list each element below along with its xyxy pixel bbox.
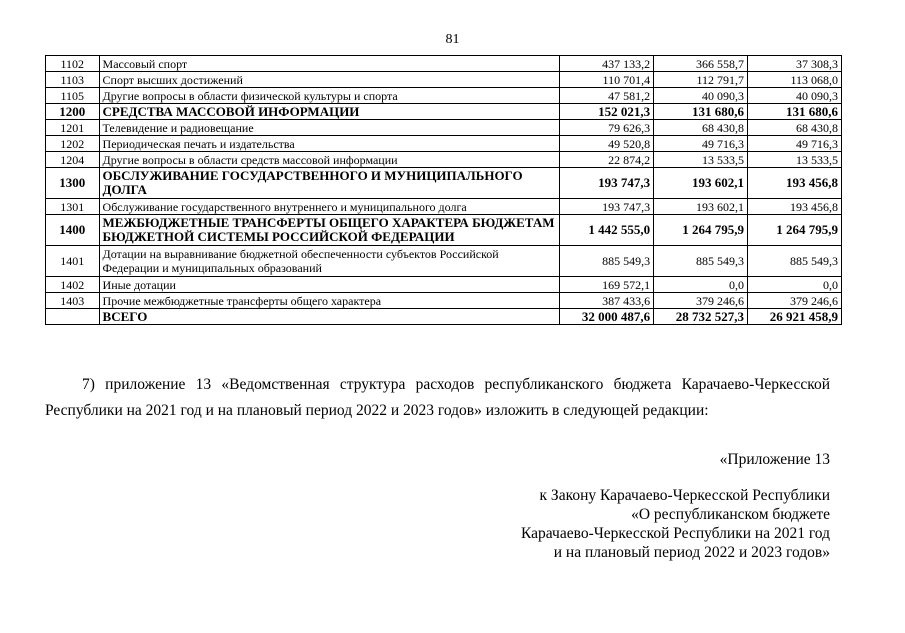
row-code: 1403 [46,293,100,309]
row-name: МЕЖБЮДЖЕТНЫЕ ТРАНСФЕРТЫ ОБЩЕГО ХАРАКТЕРА БЮДЖЕТАМ БЮДЖЕТНОЙ СИСТЕМЫ РОССИЙСКОЙ ФЕДЕРАЦИИ [99,215,560,246]
row-value-2023: 885 549,3 [748,246,842,277]
row-name: Другие вопросы в области средств массовой информации [99,152,560,168]
table-row [46,120,842,136]
table-row-section [46,215,842,246]
row-code: 1204 [46,152,100,168]
row-value-2021: 152 021,3 [560,104,654,120]
row-value-2021: 79 626,3 [560,120,654,136]
row-value-2022: 112 791,7 [654,72,748,88]
row-value-2021: 22 874,2 [560,152,654,168]
row-value-2023: 193 456,8 [748,199,842,215]
row-code: 1202 [46,136,100,152]
row-value-2023: 113 068,0 [748,72,842,88]
row-code: 1301 [46,199,100,215]
row-value-2023: 40 090,3 [748,88,842,104]
row-value-2022: 131 680,6 [654,104,748,120]
row-value-2023: 49 716,3 [748,136,842,152]
row-code: 1401 [46,246,100,277]
row-code: 1201 [46,120,100,136]
row-name: Другие вопросы в области физической культуры и спорта [99,88,560,104]
row-value-2021: 32 000 487,6 [560,309,654,325]
row-value-2023: 379 246,6 [748,293,842,309]
appendix-line: «О республиканском бюджете [631,506,830,523]
table-row [46,246,842,277]
row-value-2023: 1 264 795,9 [748,215,842,246]
row-code: 1400 [46,215,100,246]
row-code: 1402 [46,277,100,293]
appendix-line: Карачаево-Черкесской Республики на 2021 год [521,525,830,542]
row-name: Спорт высших достижений [99,72,560,88]
table-row-section [46,104,842,120]
row-name: СРЕДСТВА МАССОВОЙ ИНФОРМАЦИИ [99,104,560,120]
row-code: 1102 [46,56,100,72]
row-value-2021: 193 747,3 [560,199,654,215]
appendix-line: к Закону Карачаево-Черкесской Республики [539,487,830,504]
row-value-2021: 169 572,1 [560,277,654,293]
amendment-paragraph: 7) приложение 13 «Ведомственная структура расходов республиканского бюджета Карачаево-Черкесской Республики на 2021 год и на плановый период 2022 и 2023 годов» изложить в следующей редакции: [45,376,830,419]
row-name: ВСЕГО [99,309,560,325]
table-row [46,293,842,309]
row-value-2022: 68 430,8 [654,120,748,136]
row-name: Массовый спорт [99,56,560,72]
row-value-2022: 13 533,5 [654,152,748,168]
row-code: 1200 [46,104,100,120]
row-value-2022: 28 732 527,3 [654,309,748,325]
row-value-2022: 379 246,6 [654,293,748,309]
appendix-line: и на плановый период 2022 и 2023 годов» [553,544,830,561]
row-value-2021: 110 701,4 [560,72,654,88]
row-value-2023: 193 456,8 [748,168,842,199]
table-row [46,88,842,104]
row-value-2021: 885 549,3 [560,246,654,277]
table-row [46,277,842,293]
row-value-2023: 37 308,3 [748,56,842,72]
row-value-2021: 193 747,3 [560,168,654,199]
row-value-2021: 1 442 555,0 [560,215,654,246]
appendix-reference [521,486,830,562]
row-value-2022: 1 264 795,9 [654,215,748,246]
row-value-2022: 193 602,1 [654,199,748,215]
row-name: Дотации на выравнивание бюджетной обеспеченности субъектов Российской Федерации и муниципальных образований [99,246,560,277]
row-value-2022: 193 602,1 [654,168,748,199]
row-code: 1103 [46,72,100,88]
row-value-2022: 49 716,3 [654,136,748,152]
row-name: Обслуживание государственного внутреннего и муниципального долга [99,199,560,215]
table-row [46,199,842,215]
row-value-2021: 437 133,2 [560,56,654,72]
row-value-2023: 68 430,8 [748,120,842,136]
row-code [46,309,100,325]
appendix-title: «Приложение 13 [719,451,830,468]
row-value-2022: 0,0 [654,277,748,293]
row-value-2023: 131 680,6 [748,104,842,120]
row-value-2021: 387 433,6 [560,293,654,309]
row-name: Телевидение и радиовещание [99,120,560,136]
row-value-2023: 0,0 [748,277,842,293]
budget-table [45,55,842,325]
row-value-2021: 47 581,2 [560,88,654,104]
table-row [46,136,842,152]
row-code: 1300 [46,168,100,199]
row-value-2022: 366 558,7 [654,56,748,72]
table-row-section [46,168,842,199]
row-name: Иные дотации [99,277,560,293]
row-value-2021: 49 520,8 [560,136,654,152]
budget-table-body [46,56,842,325]
table-row-total [46,309,842,325]
row-name: ОБСЛУЖИВАНИЕ ГОСУДАРСТВЕННОГО И МУНИЦИПАЛЬНОГО ДОЛГА [99,168,560,199]
row-value-2023: 26 921 458,9 [748,309,842,325]
row-name: Прочие межбюджетные трансферты общего характера [99,293,560,309]
page-number: 81 [445,32,460,47]
table-row [46,56,842,72]
row-code: 1105 [46,88,100,104]
row-value-2023: 13 533,5 [748,152,842,168]
row-name: Периодическая печать и издательства [99,136,560,152]
row-value-2022: 40 090,3 [654,88,748,104]
table-row [46,72,842,88]
row-value-2022: 885 549,3 [654,246,748,277]
table-row [46,152,842,168]
